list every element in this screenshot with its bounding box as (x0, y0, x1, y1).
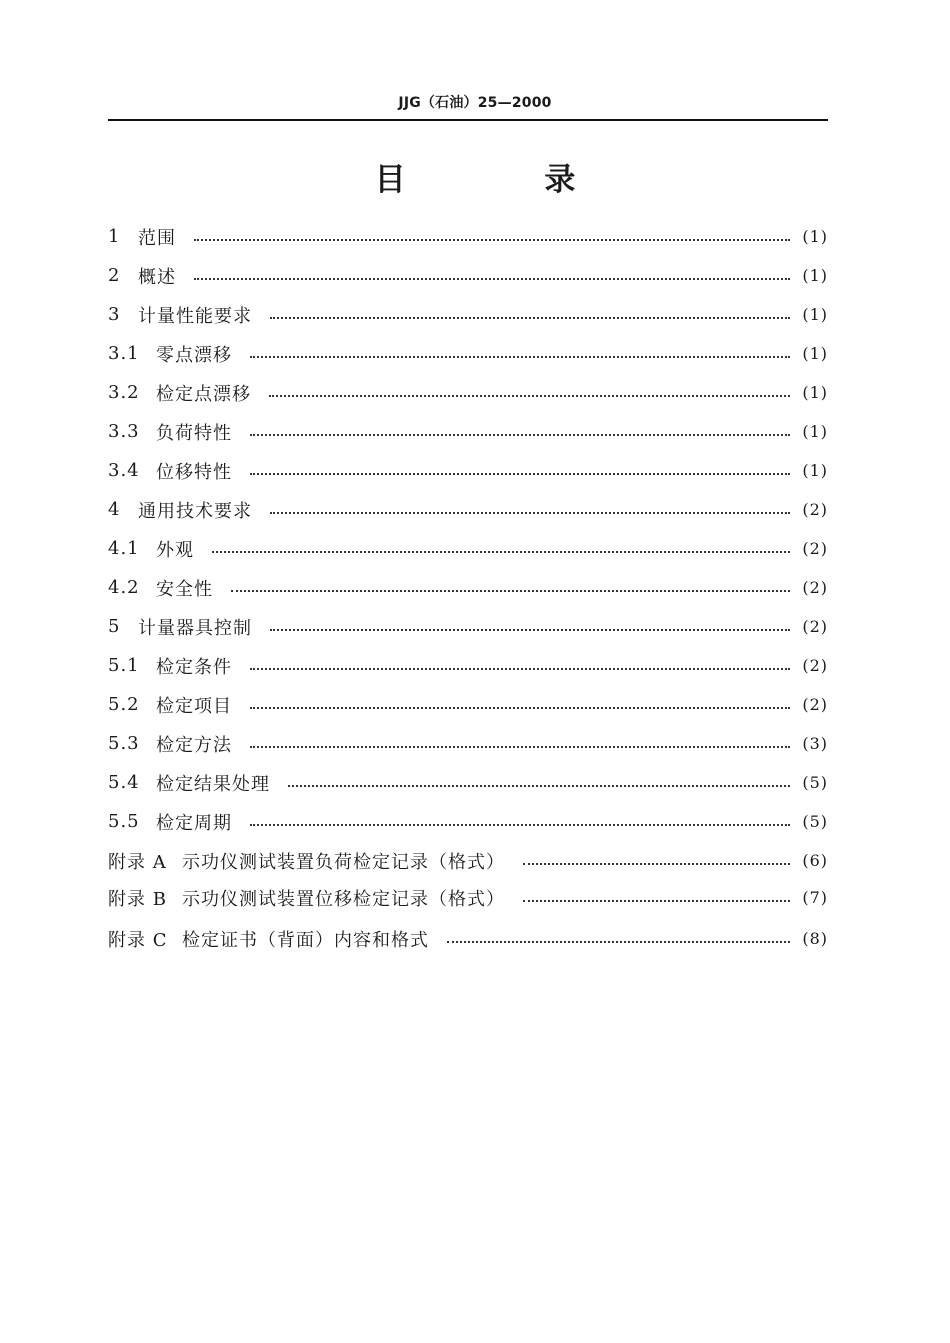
toc-item[interactable] (108, 802, 828, 841)
toc-item[interactable] (108, 490, 828, 529)
toc-label: 检定条件 (156, 656, 232, 678)
dot-leader (250, 668, 790, 670)
toc-number: 4.1 (108, 538, 140, 559)
toc-page: (1) (802, 422, 828, 441)
toc-item[interactable] (108, 919, 828, 958)
toc-item[interactable] (108, 607, 828, 646)
dot-leader (269, 395, 790, 397)
toc-label: 检定点漂移 (156, 383, 251, 405)
dot-leader (231, 590, 790, 592)
toc-item[interactable] (108, 685, 828, 724)
toc-item[interactable] (108, 646, 828, 685)
toc-item[interactable] (108, 217, 828, 256)
toc-label: 计量性能要求 (138, 305, 252, 327)
toc-label: 外观 (156, 539, 194, 561)
toc-page: (2) (802, 656, 828, 675)
toc-item[interactable] (108, 256, 828, 295)
toc-item[interactable] (108, 529, 828, 568)
toc-number: 5.3 (108, 733, 140, 754)
toc-label: 检定方法 (156, 734, 232, 756)
toc-item[interactable] (108, 763, 828, 802)
dot-leader (270, 512, 790, 514)
toc-label: 零点漂移 (156, 344, 232, 366)
dot-leader (194, 239, 790, 241)
toc-label: 检定周期 (156, 812, 232, 834)
dot-leader (250, 434, 790, 436)
toc-page: (2) (802, 500, 828, 519)
toc-item[interactable] (108, 373, 828, 412)
toc-number: 3 (108, 304, 121, 325)
toc-number: 4 (108, 499, 121, 520)
toc-page: (1) (802, 266, 828, 285)
toc-number: 1 (108, 226, 121, 247)
toc-label: 负荷特性 (156, 422, 232, 444)
toc-label: 位移特性 (156, 461, 232, 483)
toc-page: (8) (802, 929, 828, 948)
toc-label: 检定结果处理 (156, 773, 270, 795)
header-rule (108, 119, 828, 121)
toc-item[interactable] (108, 568, 828, 607)
toc-page: (5) (802, 773, 828, 792)
toc-page: (2) (802, 539, 828, 558)
page-title: 目 录 (374, 162, 640, 198)
toc-item[interactable] (108, 841, 828, 880)
toc-number: 附录 C (108, 929, 168, 951)
dot-leader (270, 629, 790, 631)
toc-item[interactable] (108, 412, 828, 451)
toc-page: (1) (802, 344, 828, 363)
toc-label: 范围 (138, 227, 176, 249)
toc-label: 示功仪测试装置负荷检定记录（格式） (182, 851, 505, 873)
table-of-contents (108, 217, 828, 958)
dot-leader (523, 863, 790, 865)
toc-page: (5) (802, 812, 828, 831)
toc-page: (6) (802, 851, 828, 870)
dot-leader (250, 746, 790, 748)
toc-item[interactable] (108, 451, 828, 490)
toc-number: 3.4 (108, 460, 140, 481)
toc-number: 附录 B (108, 888, 167, 910)
toc-page: (1) (802, 383, 828, 402)
dot-leader (250, 707, 790, 709)
dot-leader (523, 900, 790, 902)
toc-number: 3.3 (108, 421, 140, 442)
dot-leader (270, 317, 790, 319)
toc-label: 通用技术要求 (138, 500, 252, 522)
toc-page: (1) (802, 227, 828, 246)
toc-number: 3.1 (108, 343, 140, 364)
toc-number: 5 (108, 616, 121, 637)
toc-number: 4.2 (108, 577, 140, 598)
toc-page: (2) (802, 617, 828, 636)
dot-leader (250, 824, 790, 826)
toc-number: 附录 A (108, 851, 167, 873)
toc-item[interactable] (108, 295, 828, 334)
dot-leader (194, 278, 790, 280)
toc-number: 2 (108, 265, 121, 286)
toc-label: 计量器具控制 (138, 617, 252, 639)
toc-label: 概述 (138, 266, 176, 288)
toc-label: 安全性 (156, 578, 213, 600)
dot-leader (212, 551, 790, 553)
toc-label: 检定证书（背面）内容和格式 (182, 929, 429, 951)
toc-page: (3) (802, 734, 828, 753)
toc-label: 检定项目 (156, 695, 232, 717)
dot-leader (250, 473, 790, 475)
toc-page: (7) (802, 888, 828, 907)
toc-page: (1) (802, 305, 828, 324)
toc-number: 3.2 (108, 382, 140, 403)
toc-item[interactable] (108, 334, 828, 373)
toc-number: 5.1 (108, 655, 140, 676)
toc-item[interactable] (108, 724, 828, 763)
toc-label: 示功仪测试装置位移检定记录（格式） (182, 888, 505, 910)
toc-item[interactable] (108, 878, 828, 917)
dot-leader (250, 356, 790, 358)
running-header: JJG（石油）25—2000 (398, 95, 552, 111)
toc-page: (2) (802, 578, 828, 597)
dot-leader (447, 941, 790, 943)
toc-number: 5.4 (108, 772, 140, 793)
toc-number: 5.5 (108, 811, 140, 832)
dot-leader (288, 785, 790, 787)
toc-number: 5.2 (108, 694, 140, 715)
toc-page: (2) (802, 695, 828, 714)
toc-page: (1) (802, 461, 828, 480)
